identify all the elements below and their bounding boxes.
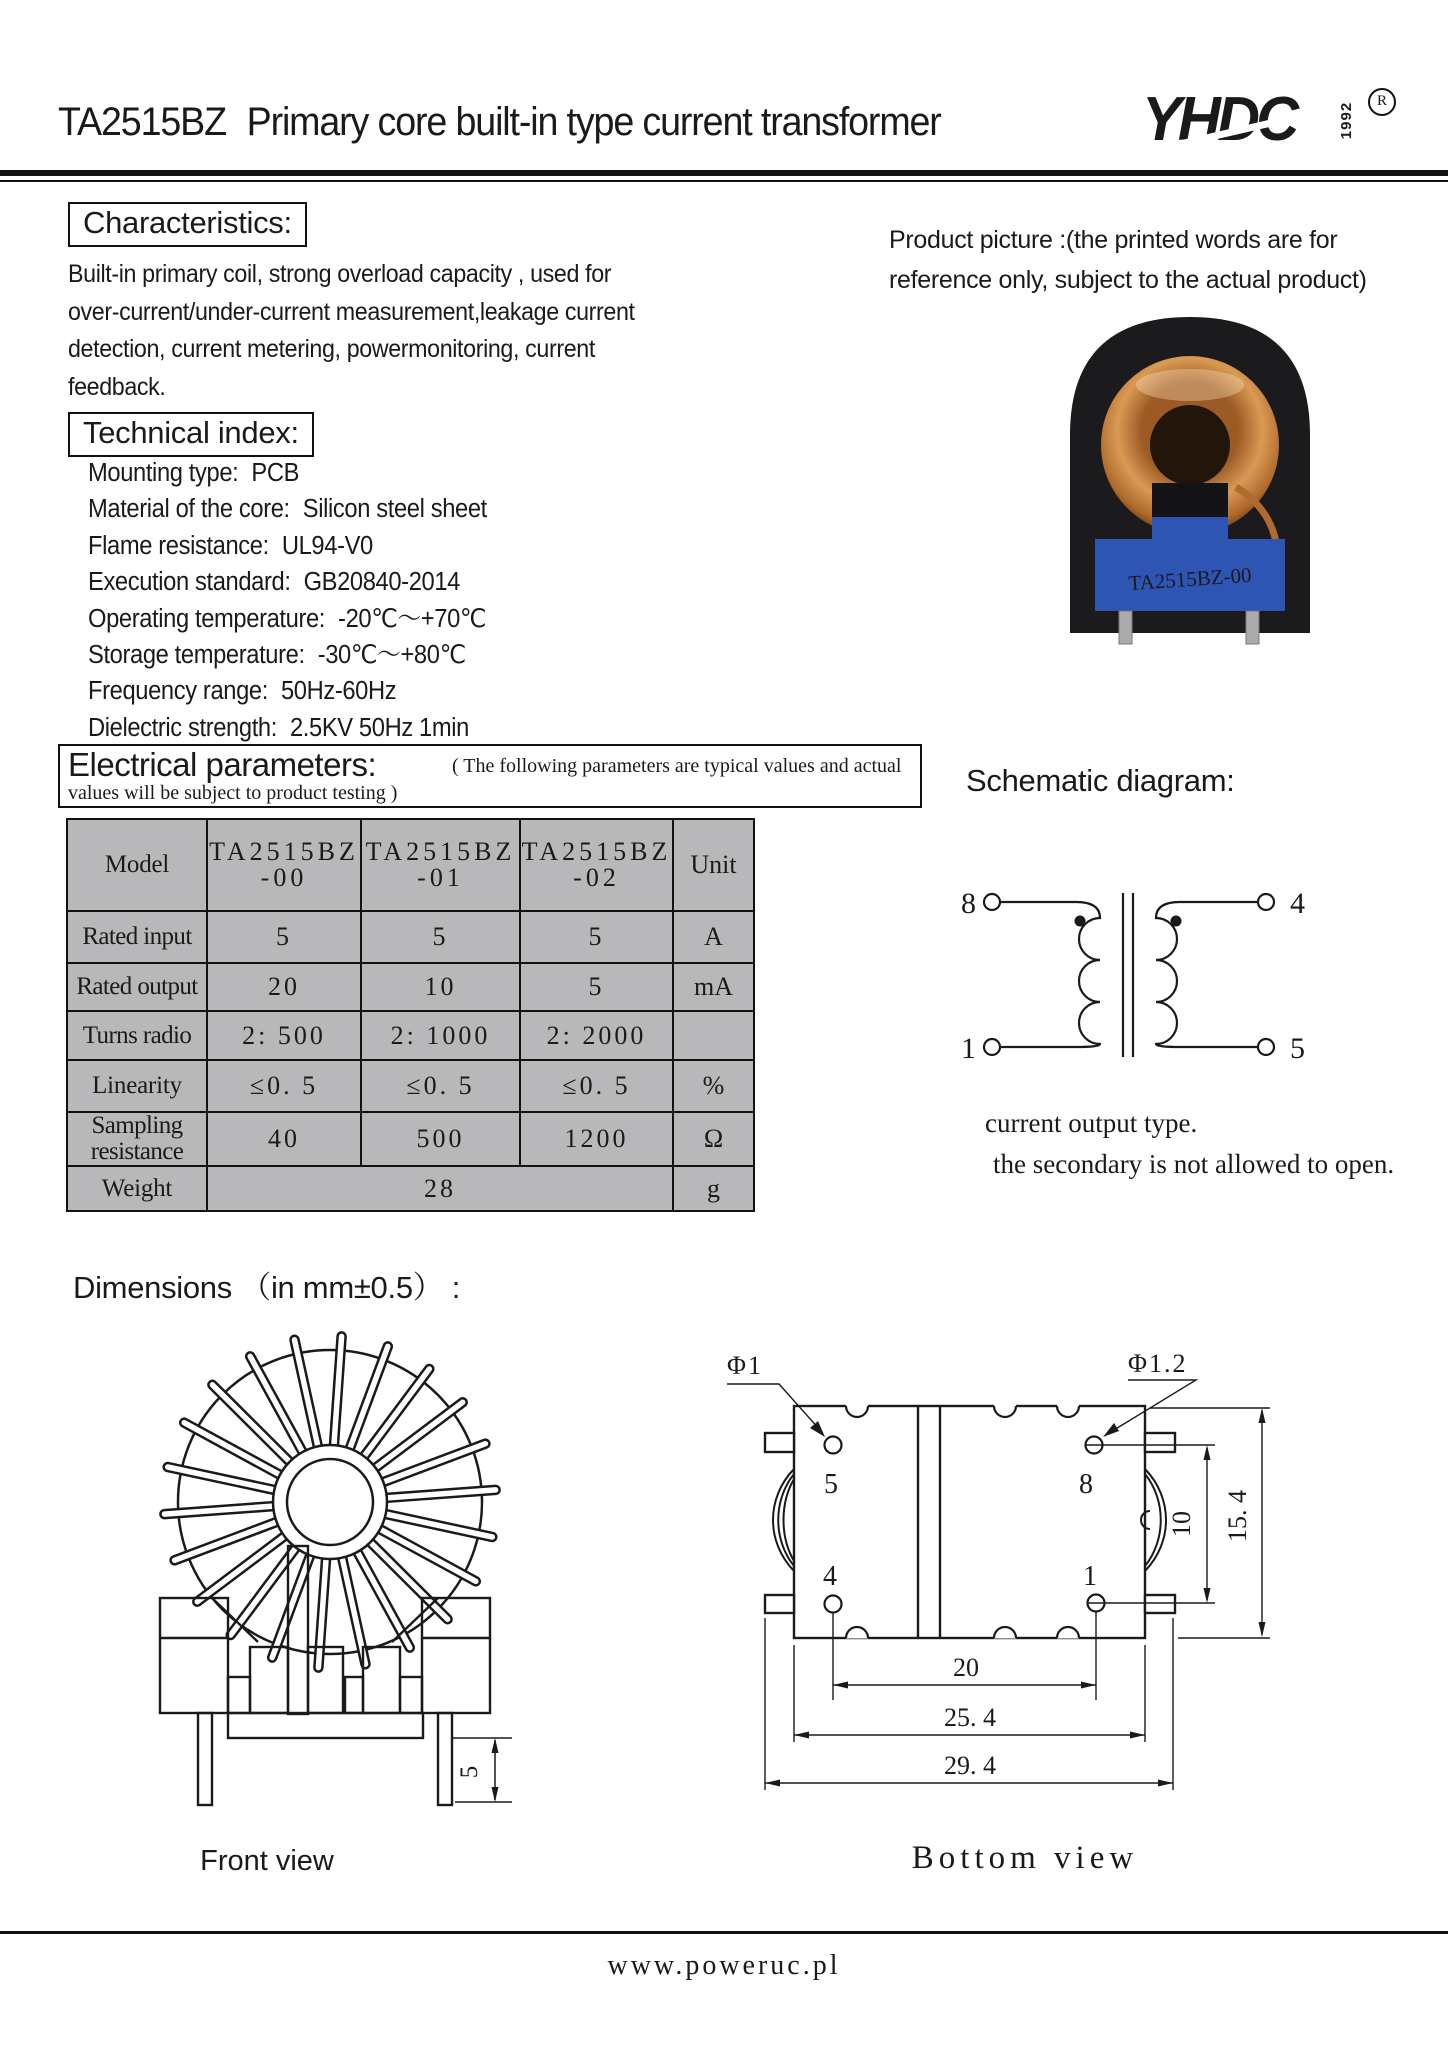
bobbin-step — [400, 1677, 422, 1713]
bobbin-post — [308, 1647, 343, 1713]
header-rule-thin — [0, 180, 1448, 182]
bobbin-step — [228, 1677, 250, 1713]
footer-rule — [0, 1931, 1448, 1934]
terminal-label-5: 5 — [1290, 1032, 1305, 1065]
electrical-parameters-title: Electrical parameters: — [68, 746, 377, 783]
primary-winding — [1000, 902, 1100, 1047]
tech-item: Operating temperature: -20℃～+70℃ — [88, 604, 487, 633]
front-pin-left — [198, 1713, 212, 1805]
logo-year: 1992 — [1338, 101, 1356, 140]
paragraph-line: over-current/under-current measurement,leakage current — [68, 297, 635, 326]
hole-label-5: 5 — [824, 1469, 838, 1500]
toroid-hole — [1150, 405, 1230, 485]
electrical-note-line2: values will be subject to product testing ) — [68, 782, 398, 804]
body-print: RU — [1286, 478, 1306, 501]
pin-left — [1119, 611, 1132, 644]
device-label: TA2515BZ-00 — [1127, 562, 1253, 596]
hole-label-1: 1 — [1083, 1561, 1097, 1592]
terminal-circle-5 — [1258, 1039, 1274, 1055]
polarity-dot-left — [1075, 916, 1086, 927]
table-row: Linearity ≤0. 5 ≤0. 5 ≤0. 5 % — [67, 1060, 754, 1112]
side-tab — [765, 1433, 794, 1452]
terminal-label-4: 4 — [1290, 887, 1305, 920]
table-row: Weight 28 g — [67, 1166, 754, 1211]
table-header-row — [67, 819, 754, 911]
page-title — [58, 100, 941, 145]
col-header-model-00: TA2515BZ -00 — [207, 819, 361, 911]
col-header-model-02: TA2515BZ -02 — [520, 819, 673, 911]
left-clip — [773, 1469, 794, 1571]
base-plate — [228, 1713, 423, 1738]
page-title-text: Primary core built-in type current transformer — [246, 100, 941, 144]
bottom-view-label: Bottom view — [911, 1840, 1139, 1876]
yhdc-logo-text: YHDC — [1142, 85, 1296, 154]
dim-label-20: 20 — [953, 1653, 979, 1682]
col-header-model-01: TA2515BZ -01 — [361, 819, 520, 911]
arrow-down-icon — [492, 1787, 499, 1802]
terminal-circle-1 — [984, 1039, 1000, 1055]
bobbin-step — [345, 1677, 363, 1713]
side-tab — [1145, 1433, 1175, 1452]
product-photo — [1040, 287, 1340, 647]
tech-item: Dielectric strength: 2.5KV 50Hz 1min — [88, 713, 469, 742]
electrical-parameters-box — [58, 744, 922, 808]
header-rule-thick — [0, 170, 1448, 176]
toroid-center-hole — [287, 1459, 373, 1545]
characteristics-title: Characteristics: — [68, 202, 307, 247]
tech-item: Material of the core: Silicon steel sheet — [88, 495, 487, 524]
tech-item: Storage temperature: -30℃～+80℃ — [88, 641, 466, 670]
footer-url: www.poweruc.pl — [607, 1950, 841, 1981]
technical-index-list — [88, 455, 487, 746]
terminal-circle-8 — [984, 894, 1000, 910]
col-header-model: Model — [67, 819, 207, 911]
table-row: Turns radio 2: 500 2: 1000 2: 2000 — [67, 1011, 754, 1060]
table-row: Rated input 5 5 5 A — [67, 911, 754, 963]
schematic-title: Schematic diagram: — [966, 763, 1235, 798]
table-row: Sampling resistance 40 500 1200 Ω — [67, 1112, 754, 1166]
col-header-unit: Unit — [673, 819, 754, 911]
paragraph-line: feedback. — [68, 372, 166, 401]
diameter-callout-large: Φ1.2 — [1128, 1349, 1188, 1378]
technical-index-title: Technical index: — [68, 412, 314, 457]
terminal-label-1: 1 — [961, 1032, 976, 1065]
front-view-label: Front view — [200, 1845, 334, 1877]
schematic-diagram — [940, 855, 1340, 1085]
diameter-callout-small: Φ1 — [727, 1351, 764, 1380]
electrical-parameters-table — [66, 818, 755, 1212]
winding-highlight — [1136, 369, 1244, 401]
front-view-drawing — [130, 1340, 520, 1815]
registered-trademark-icon: R — [1368, 88, 1396, 116]
arrow-up-icon — [492, 1738, 499, 1753]
terminal-circle-4 — [1258, 894, 1274, 910]
caption-line: Product picture :(the printed words are for — [889, 226, 1338, 254]
tech-item: Mounting type: PCB — [88, 459, 300, 487]
page-title-model: TA2515BZ — [58, 100, 226, 144]
tech-item: Execution standard: GB20840-2014 — [88, 568, 460, 597]
dim-label-10: 10 — [1167, 1511, 1196, 1537]
hole-label-4: 4 — [823, 1561, 837, 1592]
paragraph-line: detection, current metering, powermonitoring, current — [68, 335, 595, 363]
front-pin-right — [438, 1713, 452, 1805]
dim-label-254: 25. 4 — [944, 1703, 996, 1732]
polarity-dot-right — [1171, 916, 1182, 927]
dim-label-154: 15. 4 — [1223, 1490, 1252, 1542]
side-tab — [765, 1595, 794, 1613]
electrical-note-line1: ( The following parameters are typical values and actual — [452, 755, 902, 777]
pin-right — [1246, 611, 1259, 644]
paragraph-line: Built-in primary coil, strong overload capacity , used for — [68, 260, 612, 288]
dimensions-title: Dimensions （in mm±0.5） : — [73, 1270, 461, 1305]
core-lines — [1123, 893, 1133, 1057]
bottom-view-drawing — [715, 1340, 1290, 1800]
caption-line: reference only, subject to the actual product) — [889, 266, 1367, 294]
terminal-label-8: 8 — [961, 887, 976, 920]
yhdc-logo — [1142, 85, 1412, 162]
hole-label-8: 8 — [1079, 1469, 1093, 1500]
base-block-left — [160, 1598, 228, 1713]
dim-label-294: 29. 4 — [944, 1751, 996, 1780]
tech-item: Flame resistance: UL94-V0 — [88, 531, 373, 560]
schematic-note-2: the secondary is not allowed to open. — [993, 1149, 1395, 1179]
characteristics-paragraph — [68, 256, 635, 406]
table-row: Rated output 20 10 5 mA — [67, 963, 754, 1011]
schematic-note-1: current output type. — [985, 1108, 1198, 1138]
tech-item: Frequency range: 50Hz-60Hz — [88, 677, 397, 706]
pin-length-dim-label: 5 — [456, 1765, 483, 1779]
side-tab — [1145, 1595, 1175, 1613]
